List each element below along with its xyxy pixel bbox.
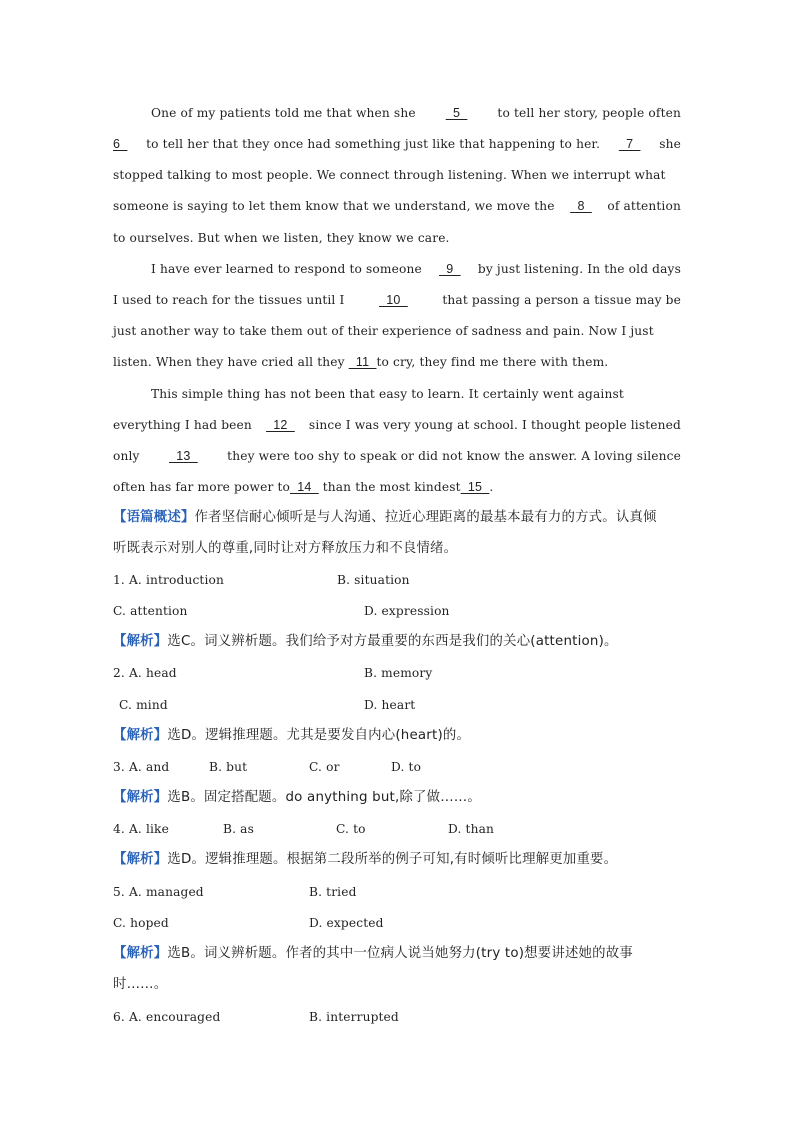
passage-line	[113, 351, 681, 373]
analysis-tag: 【解析】	[113, 634, 168, 649]
option-a: 4. A. like	[113, 822, 169, 836]
text: 选D。逻辑推理题。根据第二段所举的例子可知,有时倾听比理解更加重要。	[167, 852, 618, 867]
text: to tell her that they once had something just like that happening to her.	[146, 137, 601, 151]
question-3-options	[113, 756, 681, 778]
passage-line	[151, 383, 681, 405]
option-a: 6. A. encouraged	[113, 1010, 221, 1024]
question-5-options	[113, 912, 681, 934]
passage-line	[113, 414, 681, 436]
text: to tell her story, people often	[497, 106, 681, 120]
analysis-line	[113, 725, 681, 747]
question-1-options	[113, 569, 681, 591]
passage-line	[113, 195, 681, 217]
text: by just listening. In the old days	[477, 262, 681, 276]
option-a: 2. A. head	[113, 666, 177, 680]
question-4-options	[113, 818, 681, 840]
passage-line	[113, 133, 681, 155]
question-2-options	[113, 694, 681, 716]
question-6-options	[113, 1006, 681, 1028]
blank-11: 11	[348, 355, 377, 369]
blank-7: 7	[618, 137, 641, 151]
analysis-line	[113, 631, 681, 653]
text: 作者坚信耐心倾听是与人沟通、拉近心理距离的最基本最有力的方式。认真倾	[194, 510, 657, 525]
option-a: 5. A. managed	[113, 885, 204, 899]
text: often has far more power to	[113, 480, 290, 494]
passage-line	[113, 227, 681, 249]
text: everything I had been	[113, 418, 252, 432]
text: listen. When they have cried all they	[113, 355, 345, 369]
option-b: B. situation	[337, 573, 410, 587]
text: 选B。词义辨析题。作者的其中一位病人说当她努力(try to)想要讲述她的故事	[167, 946, 633, 961]
blank-15: 15	[460, 480, 490, 494]
text: I have ever learned to respond to someone	[151, 262, 422, 276]
option-b: B. but	[209, 760, 248, 774]
option-c: C. hoped	[113, 916, 169, 930]
option-d: D. expected	[309, 916, 384, 930]
option-a: 1. A. introduction	[113, 573, 225, 587]
blank-13: 13	[169, 449, 198, 463]
option-b: B. as	[223, 822, 254, 836]
summary-line	[113, 507, 681, 529]
blank-9: 9	[439, 262, 461, 276]
text: 时……。	[113, 977, 168, 992]
analysis-tag: 【解析】	[113, 790, 168, 805]
question-1-options	[113, 600, 681, 622]
passage-line	[151, 102, 681, 124]
option-c: C. attention	[113, 604, 188, 618]
question-5-options	[113, 881, 681, 903]
passage-line	[151, 258, 681, 280]
analysis-line	[113, 974, 681, 996]
text: One of my patients told me that when she	[151, 106, 416, 120]
text: stopped talking to most people. We connect through listening. When we interrupt what	[113, 168, 666, 182]
analysis-tag: 【解析】	[113, 852, 168, 867]
text: to cry, they find me there with them.	[376, 355, 609, 369]
blank-12: 12	[266, 418, 295, 432]
text: of attention	[607, 199, 681, 213]
blank-10: 10	[379, 293, 408, 307]
text: she	[659, 137, 681, 151]
text: I used to reach for the tissues until I	[113, 293, 345, 307]
blank-8: 8	[570, 199, 592, 213]
option-b: B. memory	[364, 666, 433, 680]
option-b: B. interrupted	[309, 1010, 399, 1024]
passage-line	[113, 164, 681, 186]
blank-5: 5	[445, 106, 468, 120]
text: that passing a person a tissue may be	[442, 293, 681, 307]
question-2-options	[113, 662, 681, 684]
analysis-tag: 【解析】	[113, 946, 168, 961]
text: than the most kindest	[322, 480, 461, 494]
passage-line	[113, 476, 681, 498]
passage-line	[113, 445, 681, 467]
option-d: D. heart	[364, 698, 416, 712]
text: 选C。词义辨析题。我们给予对方最重要的东西是我们的关心(attention)。	[167, 634, 618, 649]
option-c: C. or	[309, 760, 340, 774]
passage-line	[113, 320, 681, 342]
text: This simple thing has not been that easy to learn. It certainly went against	[151, 387, 624, 401]
analysis-line	[113, 849, 681, 871]
option-d: D. than	[448, 822, 494, 836]
text: since I was very young at school. I thought people listened	[308, 418, 681, 432]
analysis-line	[113, 787, 681, 809]
option-a: 3. A. and	[113, 760, 170, 774]
text: 选B。固定搭配题。do anything but,除了做……。	[167, 790, 481, 805]
option-d: D. expression	[364, 604, 450, 618]
blank-14: 14	[289, 480, 319, 494]
text: just another way to take them out of their experience of sadness and pain. Now I just	[113, 324, 654, 338]
summary-line	[113, 538, 681, 560]
text: to ourselves. But when we listen, they know we care.	[113, 231, 450, 245]
option-d: D. to	[391, 760, 422, 774]
option-b: B. tried	[309, 885, 357, 899]
text: they were too shy to speak or did not know the answer. A loving silence	[227, 449, 681, 463]
analysis-tag: 【解析】	[113, 728, 168, 743]
passage-line	[113, 289, 681, 311]
text: someone is saying to let them know that we understand, we move the	[113, 199, 555, 213]
text: 听既表示对别人的尊重,同时让对方释放压力和不良情绪。	[113, 541, 458, 556]
text: 选D。逻辑推理题。尤其是要发自内心(heart)的。	[167, 728, 471, 743]
summary-tag: 【语篇概述】	[113, 510, 195, 525]
text: .	[489, 480, 494, 494]
option-c: C. mind	[119, 698, 168, 712]
analysis-line	[113, 943, 681, 965]
option-c: C. to	[336, 822, 366, 836]
text: only	[113, 449, 140, 463]
blank-6: 6	[113, 137, 128, 151]
